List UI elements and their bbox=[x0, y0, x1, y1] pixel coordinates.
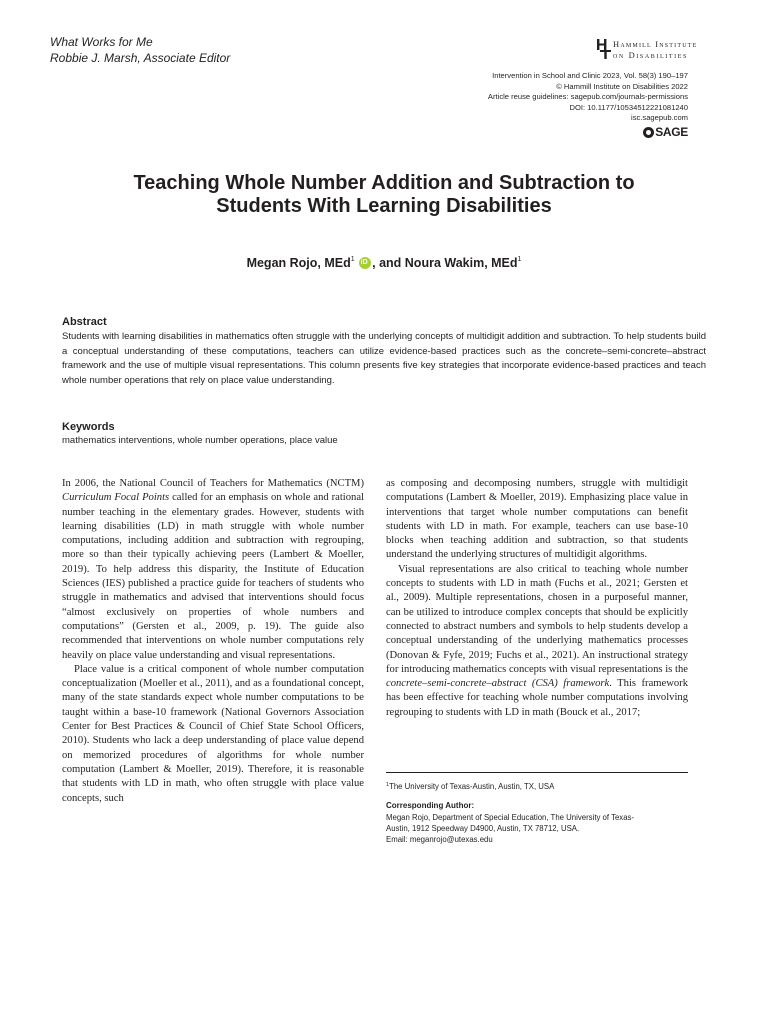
corr-email-link[interactable]: Email: meganrojo@utexas.edu bbox=[386, 835, 493, 844]
body-paragraph: Place value is a critical component of whole number computation conceptualization (Moeller et al., 2011), and as a foundational concept, many of the state standards expect whole number computations to be taught within a base-10 framework (National Governors Association Center for Best Practices & Council of Chief State School Officers, 2010). Students who lack a deep understanding of place value depend on memorized procedures of algorithms for whole number computation (Lambert & Moeller, 2019). Therefore, it is reasonable that students with LD in math, who often struggle with place value concepts, such bbox=[62, 663, 364, 804]
column-header bbox=[50, 34, 230, 66]
hi-monogram-icon bbox=[596, 38, 612, 60]
sage-logo-text: SAGE bbox=[655, 125, 688, 139]
body-paragraph bbox=[386, 563, 688, 720]
body-paragraph: as composing and decomposing numbers, struggle with multidigit computations (Lambert & Moeller, 2019). Emphasizing place value in interventions that target whole number computations can benefit students with LD in math. For example, teachers can use base-10 blocks when teaching addition and subtraction, so that students understand the underlying structures of multidigit algorithms. bbox=[386, 478, 688, 561]
hammill-institute-logo bbox=[596, 38, 736, 62]
article-title bbox=[60, 172, 708, 218]
sage-logo bbox=[643, 125, 688, 139]
citation-block bbox=[488, 71, 688, 124]
affiliation-marker: 1 bbox=[350, 256, 355, 263]
author-list bbox=[0, 256, 768, 270]
body-paragraph bbox=[62, 477, 364, 663]
author-name: Noura Wakim, MEd bbox=[404, 256, 518, 270]
reuse-guidelines-link[interactable]: Article reuse guidelines: sagepub.com/journals-permissions bbox=[487, 92, 688, 102]
copyright-line: © Hammill Institute on Disabilities 2022 bbox=[556, 81, 688, 91]
title-line: Students With Learning Disabilities bbox=[216, 195, 552, 217]
orcid-icon[interactable] bbox=[359, 257, 371, 269]
sage-circle-icon bbox=[643, 127, 654, 138]
body-text-italic: Curriculum Focal Points bbox=[62, 492, 170, 504]
affiliation-footnote bbox=[386, 782, 554, 791]
body-text: Visual representations are also critical to teaching whole number concepts to students with LD in math (Fuchs et al., 2021; Gersten et al., 2009). Multiple representations, chosen in a purposeful manner, can be utilized to introduce complex concepts that should be explicitly connected to abstract numbers and symbols to help students develop a conceptual understanding of the underlying mathematics processes (Donovan & Fyfe, 2019; Fuchs et al., 2021). An instructional strategy for introducing mathematics concepts with visual representations is the bbox=[386, 563, 688, 675]
footnote-divider bbox=[386, 772, 688, 773]
associate-editor: Robbie J. Marsh, Associate Editor bbox=[50, 51, 231, 65]
publisher-name-line1: Hammill Institute bbox=[613, 39, 698, 49]
keywords-heading: Keywords bbox=[62, 421, 115, 433]
body-text: . This framework has been effective for teaching whole number computations involving regrouping to students with LD in math (Bouck et al., 2017; bbox=[386, 678, 688, 718]
author-joiner: , and bbox=[372, 256, 405, 270]
body-text: In 2006, the National Council of Teachers for Mathematics (NCTM) bbox=[62, 478, 364, 489]
keywords-text: mathematics interventions, whole number operations, place value bbox=[62, 435, 338, 446]
corresponding-author-heading: Corresponding Author: bbox=[386, 801, 475, 810]
body-text-italic: concrete–semi-concrete–abstract (CSA) framework bbox=[386, 678, 610, 690]
author-name: Megan Rojo, MEd bbox=[246, 256, 351, 270]
right-column bbox=[386, 477, 688, 720]
publisher-name-line2: on Disabilities bbox=[613, 50, 688, 60]
journal-url-link[interactable]: isc.sagepub.com bbox=[631, 113, 688, 123]
corr-line: Austin, 1912 Speedway D4900, Austin, TX 78712, USA. bbox=[386, 824, 580, 833]
column-name: What Works for Me bbox=[50, 35, 153, 49]
corr-line: Megan Rojo, Department of Special Education, The University of Texas- bbox=[386, 813, 635, 822]
corresponding-author-details bbox=[386, 812, 696, 845]
left-column bbox=[62, 477, 364, 806]
abstract-heading: Abstract bbox=[62, 316, 107, 328]
journal-citation: Intervention in School and Clinic 2023, Vol. 58(3) 190–197 bbox=[492, 71, 688, 80]
affiliation-marker: 1 bbox=[386, 782, 390, 788]
abstract-text: Students with learning disabilities in mathematics often struggle with the underlying concepts of multidigit addition and subtraction. To help students build a conceptual understanding of these computations, teachers can utilize evidence-based practices such as the concrete–semi-concrete–abstract framework and the use of multiple visual representations. This column presents five key strategies that incorporate evidence-based practices and teach whole number operations that rely on place value understanding. bbox=[62, 331, 706, 386]
doi-link[interactable]: DOI: 10.1177/10534512221081240 bbox=[569, 102, 688, 112]
affiliation-marker: 1 bbox=[517, 256, 522, 263]
affiliation-text: The University of Texas-Austin, Austin, TX, USA bbox=[389, 782, 555, 791]
title-line: Teaching Whole Number Addition and Subtraction to bbox=[133, 172, 635, 194]
body-text: called for an emphasis on whole and rational number teaching in the elementary grades. However, students with learning disabilities (LD) in math struggle with whole number computations, including addition and subtraction with regrouping, more so than their typically achieving peers (Lambert & Moeller, 2019). To help address this disparity, the Institute of Education Sciences (IES) published a practice guide for teachers of students who struggle in mathematics and advised that interventions should focus “almost exclusively on properties of whole numbers and computations” (Gersten et al., 2009, p. 19). The guide also recommended that interventions on whole number computations rely heavily on place value understanding and visual representations. bbox=[62, 492, 364, 661]
